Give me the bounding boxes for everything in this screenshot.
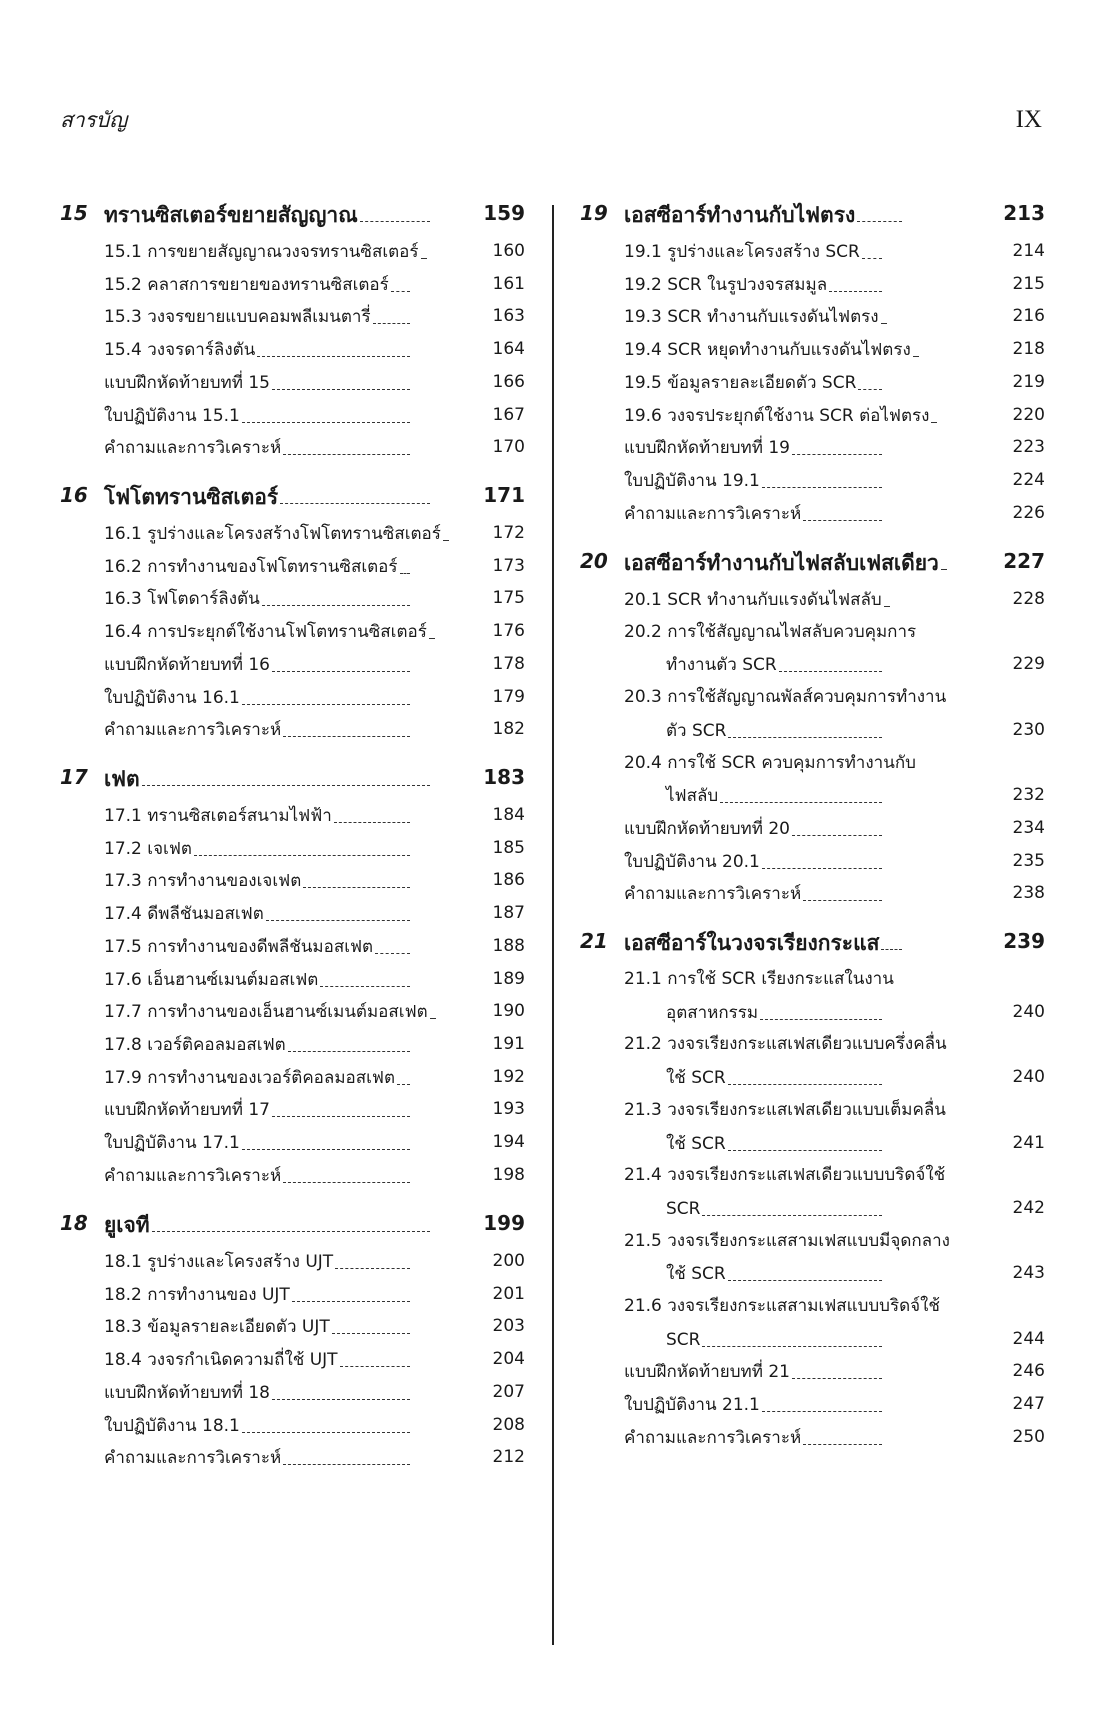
toc-entry-row <box>580 1388 1045 1418</box>
toc-entry-row <box>60 268 525 298</box>
dot-leader <box>292 1301 410 1302</box>
dot-leader <box>857 221 902 222</box>
toc-entry-row <box>60 1310 525 1340</box>
toc-chapter-row <box>60 480 525 510</box>
toc-entry-row <box>60 431 525 461</box>
dot-leader <box>257 356 410 357</box>
dot-leader <box>283 1464 410 1465</box>
toc-entry-row <box>60 713 525 743</box>
toc-entry-title: 20.1 SCR ทำงานกับแรงดันไฟสลับ <box>624 590 882 610</box>
toc-entry-title: 17.4 ดีพลีชันมอสเฟต <box>104 904 264 925</box>
dot-leader <box>792 1378 882 1379</box>
dot-leader <box>941 569 947 570</box>
toc-entry-title: คำถามและการวิเคราะห์ <box>104 1448 282 1469</box>
chapter-number: 16 <box>60 483 88 507</box>
toc-entry-title: 19.2 SCR ในรูปวงจรสมมูล <box>624 274 828 295</box>
chapter-page-number: 199 <box>483 1211 525 1235</box>
toc-entry-page-number: 212 <box>492 1447 525 1468</box>
toc-entry-title: แบบฝึกหัดท้ายบทที่ 19 <box>624 438 790 459</box>
toc-entry-title: 15.4 วงจรดาร์ลิงตัน <box>104 340 256 361</box>
toc-entry-row <box>580 648 1045 678</box>
column-divider <box>552 205 554 1645</box>
toc-entry-row <box>580 497 1045 527</box>
toc-entry-title: ใบปฏิบัติงาน 21.1 <box>624 1395 760 1416</box>
toc-entry-row <box>60 300 525 330</box>
dot-leader <box>194 855 410 856</box>
toc-entry-page-number: 186 <box>492 870 525 891</box>
dot-leader <box>829 291 882 292</box>
toc-entry-page-number: 175 <box>492 588 525 609</box>
toc-entry-page-number: 240 <box>1012 1001 1045 1022</box>
toc-entry-title: ใบปฏิบัติงาน 20.1 <box>624 851 760 872</box>
toc-entry-row <box>60 1409 525 1439</box>
toc-entry-title: อุตสาหกรรม <box>666 1002 759 1023</box>
dot-leader <box>779 671 882 672</box>
toc-entry-row <box>580 464 1045 494</box>
toc-entry-title: ใช้ SCR <box>666 1133 726 1154</box>
toc-entry-row <box>580 1421 1045 1451</box>
dot-leader <box>272 671 410 672</box>
dot-leader <box>152 1231 430 1232</box>
toc-entry-page-number: 246 <box>1012 1361 1045 1382</box>
toc-entry-row <box>60 995 525 1025</box>
toc-chapter-row <box>60 1208 525 1238</box>
toc-entry-page-number: 219 <box>1012 371 1045 392</box>
toc-entry-page-number: 218 <box>1012 339 1045 360</box>
dot-leader <box>728 737 882 738</box>
dot-leader <box>360 221 430 222</box>
toc-entry-title: 18.2 การทำงานของ UJT <box>104 1284 290 1305</box>
chapter-page-number: 239 <box>1003 929 1045 953</box>
chapter-page-number: 159 <box>483 201 525 225</box>
toc-entry-row <box>60 1061 525 1091</box>
toc-entry-page-number: 166 <box>492 371 525 392</box>
dot-leader <box>913 356 919 357</box>
dot-leader <box>340 1366 410 1367</box>
toc-entry-page-number: 176 <box>492 621 525 642</box>
toc-entry-row <box>580 366 1045 396</box>
toc-entry-page-number: 164 <box>492 339 525 360</box>
toc-entry-title: 16.4 การประยุกต์ใช้งานโฟโตทรานซิสเตอร์ <box>104 622 427 643</box>
toc-entry-title: 16.2 การทำงานของโฟโตทรานซิสเตอร์ <box>104 556 398 577</box>
dot-leader <box>283 736 410 737</box>
toc-entry-title: 17.9 การทำงานของเวอร์ติคอลมอสเฟต <box>104 1067 395 1088</box>
toc-entry-title: ใบปฏิบัติงาน 17.1 <box>104 1133 240 1153</box>
toc-chapter-row <box>580 546 1045 576</box>
toc-entry-row <box>60 799 525 829</box>
toc-entry-title: 17.3 การทำงานของเจเฟต <box>104 871 302 892</box>
toc-entry-page-number: 173 <box>492 555 525 576</box>
dot-leader <box>397 1084 410 1085</box>
toc-entry-page-number: 167 <box>492 404 525 425</box>
toc-entry-row <box>60 1278 525 1308</box>
page-number-roman: IX <box>1015 106 1042 133</box>
toc-entry-page-number: 242 <box>1012 1197 1045 1218</box>
toc-entry-title: คำถามและการวิเคราะห์ <box>624 503 802 524</box>
toc-entry-row <box>60 582 525 612</box>
dot-leader <box>272 1116 410 1117</box>
toc-entry-page-number: 201 <box>492 1283 525 1304</box>
toc-entry-page-number: 194 <box>492 1132 525 1152</box>
toc-entry-row <box>60 963 525 993</box>
toc-entry-title: แบบฝึกหัดท้ายบทที่ 20 <box>624 818 790 839</box>
toc-entry-row <box>60 1245 525 1275</box>
chapter-page-number: 227 <box>1003 549 1045 573</box>
dot-leader <box>881 949 902 950</box>
chapter-page-number: 183 <box>483 765 525 789</box>
toc-entry-line: 20.3 การใช้สัญญาณพัลส์ควบคุมการทำงาน <box>624 687 947 708</box>
toc-entry-page-number: 207 <box>492 1381 525 1402</box>
toc-entry-row <box>580 399 1045 429</box>
dot-leader <box>303 887 410 888</box>
toc-entry-title: 19.6 วงจรประยุกต์ใช้งาน SCR ต่อไฟตรง <box>624 405 930 426</box>
toc-entry-title: ใบปฏิบัติงาน 15.1 <box>104 405 240 426</box>
toc-entry-row <box>60 1028 525 1058</box>
toc-entry-page-number: 189 <box>492 968 525 989</box>
toc-entry-page-number: 184 <box>492 805 525 825</box>
chapter-number: 20 <box>580 549 608 573</box>
dot-leader <box>421 258 427 259</box>
chapter-title: เอสซีอาร์ทำงานกับไฟสลับเฟสเดียว <box>624 551 939 575</box>
toc-chapter-row <box>60 198 525 228</box>
toc-entry-title: คำถามและการวิเคราะห์ <box>624 1427 802 1448</box>
toc-entry-page-number: 191 <box>492 1033 525 1054</box>
toc-entry-title: ตัว SCR <box>666 720 727 741</box>
toc-entry-line: 20.4 การใช้ SCR ควบคุมการทำงานกับ <box>624 752 916 773</box>
toc-entry-page-number: 247 <box>1012 1394 1045 1415</box>
dot-leader <box>803 1444 882 1445</box>
toc-entry-page-number: 232 <box>1012 785 1045 806</box>
toc-entry-row <box>60 550 525 580</box>
chapter-number: 19 <box>580 201 608 225</box>
toc-entry-title: ใบปฏิบัติงาน 18.1 <box>104 1415 240 1436</box>
dot-leader <box>884 606 890 607</box>
toc-entry-title: แบบฝึกหัดท้ายบทที่ 18 <box>104 1382 270 1403</box>
toc-entry-title: คำถามและการวิเคราะห์ <box>624 884 802 905</box>
dot-leader <box>288 1051 410 1052</box>
toc-entry-row <box>60 1093 525 1123</box>
toc-entry-line: 21.3 วงจรเรียงกระแสเฟสเดียวแบบเต็มคลื่น <box>624 1099 946 1120</box>
toc-entry-row <box>580 845 1045 875</box>
toc-entry-row <box>580 877 1045 907</box>
toc-entry-page-number: 179 <box>492 686 525 707</box>
toc-entry-page-number: 170 <box>492 437 525 458</box>
chapter-number: 18 <box>60 1211 88 1235</box>
toc-entry-page-number: 208 <box>492 1414 525 1435</box>
toc-entry-page-number: 250 <box>1012 1426 1045 1447</box>
dot-leader <box>881 323 887 324</box>
dot-leader <box>332 1333 410 1334</box>
toc-entry-page-number: 220 <box>1012 404 1045 425</box>
toc-entry-page-number: 214 <box>1012 241 1045 261</box>
toc-entry-title: ใช้ SCR <box>666 1264 726 1285</box>
toc-entry-row <box>580 583 1045 613</box>
dot-leader <box>792 454 882 455</box>
toc-entry-page-number: 193 <box>492 1099 525 1120</box>
chapter-title: เอสซีอาร์ในวงจรเรียงกระแส <box>624 931 880 955</box>
toc-entry-page-number: 230 <box>1012 719 1045 740</box>
toc-entry-page-number: 172 <box>492 523 525 543</box>
dot-leader <box>283 454 410 455</box>
toc-entry-row <box>60 864 525 894</box>
toc-entry-row <box>580 1257 1045 1287</box>
toc-entry-row <box>580 812 1045 842</box>
toc-entry-row <box>580 333 1045 363</box>
dot-leader <box>762 1411 882 1412</box>
toc-entry-row <box>60 517 525 547</box>
dot-leader <box>760 1019 882 1020</box>
toc-entry-title: 18.4 วงจรกำเนิดความถี่ใช้ UJT <box>104 1350 338 1371</box>
toc-entry-row <box>580 714 1045 744</box>
toc-entry-title: 18.3 ข้อมูลรายละเอียดตัว UJT <box>104 1317 330 1338</box>
toc-entry-line: 21.4 วงจรเรียงกระแสเฟสเดียวแบบบริดจ์ใช้ <box>624 1165 946 1186</box>
toc-entry-title: แบบฝึกหัดท้ายบทที่ 16 <box>104 654 270 675</box>
toc-entry-title: 19.1 รูปร่างและโครงสร้าง SCR <box>624 242 860 262</box>
toc-entry-title: 16.3 โฟโตดาร์ลิงตัน <box>104 589 260 610</box>
chapter-number: 15 <box>60 201 88 225</box>
toc-entry-page-number: 223 <box>1012 437 1045 458</box>
toc-entry-row <box>580 779 1045 809</box>
toc-entry-title: 19.4 SCR หยุดทำงานกับแรงดันไฟตรง <box>624 340 911 361</box>
toc-entry-page-number: 198 <box>492 1164 525 1185</box>
toc-entry-page-number: 204 <box>492 1349 525 1370</box>
toc-entry-row <box>580 268 1045 298</box>
dot-leader <box>429 638 435 639</box>
dot-leader <box>242 1432 410 1433</box>
toc-entry-page-number: 235 <box>1012 850 1045 871</box>
toc-entry-title: 17.5 การทำงานของดีพลีชันมอสเฟต <box>104 936 374 957</box>
toc-entry-page-number: 190 <box>492 1001 525 1022</box>
dot-leader <box>762 868 882 869</box>
toc-entry-title: ใบปฏิบัติงาน 19.1 <box>624 470 760 491</box>
dot-leader <box>334 822 410 823</box>
toc-entry-page-number: 187 <box>492 903 525 924</box>
dot-leader <box>391 291 410 292</box>
toc-entry-title: แบบฝึกหัดท้ายบทที่ 17 <box>104 1100 270 1121</box>
toc-entry-page-number: 215 <box>1012 273 1045 294</box>
dot-leader <box>400 573 410 574</box>
toc-entry-row <box>60 681 525 711</box>
toc-entry-title: 17.7 การทำงานของเอ็นฮานซ์เมนต์มอสเฟต <box>104 1002 428 1023</box>
toc-entry-line: 21.2 วงจรเรียงกระแสเฟสเดียวแบบครึ่งคลื่น <box>624 1034 947 1055</box>
toc-entry-line: 21.6 วงจรเรียงกระแสสามเฟสแบบบริดจ์ใช้ <box>624 1296 940 1316</box>
dot-leader <box>266 920 410 921</box>
chapter-title: ยูเจที <box>104 1213 150 1237</box>
toc-entry-page-number: 241 <box>1012 1132 1045 1153</box>
toc-entry-row <box>580 1355 1045 1385</box>
toc-entry-title: 17.6 เอ็นฮานซ์เมนต์มอสเฟต <box>104 969 319 990</box>
dot-leader <box>280 503 430 504</box>
dot-leader <box>242 704 410 705</box>
chapter-number: 21 <box>580 929 608 953</box>
dot-leader <box>803 900 882 901</box>
toc-entry-line: 21.5 วงจรเรียงกระแสสามเฟสแบบมีจุดกลาง <box>624 1230 950 1251</box>
chapter-title: ทรานซิสเตอร์ขยายสัญญาณ <box>104 203 358 227</box>
toc-entry-title: คำถามและการวิเคราะห์ <box>104 720 282 741</box>
toc-entry-row <box>60 930 525 960</box>
toc-entry-row <box>60 1126 525 1156</box>
toc-entry-line: 21.1 การใช้ SCR เรียงกระแสในงาน <box>624 969 894 989</box>
dot-leader <box>762 487 882 488</box>
toc-entry-page-number: 243 <box>1012 1263 1045 1284</box>
toc-entry-page-number: 185 <box>492 837 525 858</box>
toc-entry-row <box>60 1343 525 1373</box>
dot-leader <box>320 986 410 987</box>
toc-entry-line: 20.2 การใช้สัญญาณไฟสลับควบคุมการ <box>624 621 917 642</box>
toc-entry-title: 15.3 วงจรขยายแบบคอมพลีเมนตารี่ <box>104 307 371 328</box>
toc-entry-row <box>580 1192 1045 1222</box>
toc-entry-page-number: 234 <box>1012 817 1045 838</box>
toc-entry-row <box>60 1159 525 1189</box>
dot-leader <box>862 258 882 259</box>
dot-leader <box>375 953 410 954</box>
toc-entry-row <box>60 897 525 927</box>
toc-entry-page-number: 188 <box>492 935 525 956</box>
dot-leader <box>702 1215 882 1216</box>
chapter-title: เอสซีอาร์ทำงานกับไฟตรง <box>624 203 856 227</box>
toc-entry-page-number: 216 <box>1012 306 1045 327</box>
toc-entry-page-number: 244 <box>1012 1328 1045 1349</box>
toc-entry-page-number: 182 <box>492 719 525 740</box>
toc-entry-title: ทำงานตัว SCR <box>666 655 777 676</box>
toc-entry-row <box>580 300 1045 330</box>
dot-leader <box>142 785 430 786</box>
toc-entry-row <box>580 1127 1045 1157</box>
toc-entry-row <box>60 399 525 429</box>
chapter-page-number: 171 <box>483 483 525 507</box>
chapter-title: เฟต <box>104 767 140 791</box>
toc-entry-title: 17.1 ทรานซิสเตอร์สนามไฟฟ้า <box>104 806 332 826</box>
dot-leader <box>702 1346 882 1347</box>
dot-leader <box>931 422 937 423</box>
toc-entry-page-number: 238 <box>1012 883 1045 904</box>
toc-entry-row <box>580 235 1045 265</box>
toc-entry-title: ใบปฏิบัติงาน 16.1 <box>104 687 240 708</box>
toc-entry-title: SCR <box>666 1198 701 1219</box>
toc-entry-title: คำถามและการวิเคราะห์ <box>104 438 282 459</box>
toc-entry-title: 17.2 เจเฟต <box>104 838 192 859</box>
dot-leader <box>792 835 882 836</box>
toc-entry-title: ไฟสลับ <box>666 786 719 807</box>
dot-leader <box>720 802 882 803</box>
toc-entry-page-number: 229 <box>1012 654 1045 675</box>
toc-entry-title: 19.3 SCR ทำงานกับแรงดันไฟตรง <box>624 307 879 328</box>
dot-leader <box>858 389 882 390</box>
toc-entry-title: แบบฝึกหัดท้ายบทที่ 21 <box>624 1362 790 1383</box>
dot-leader <box>443 540 449 541</box>
toc-chapter-row <box>580 926 1045 956</box>
toc-entry-row <box>580 1061 1045 1091</box>
toc-entry-row <box>60 366 525 396</box>
dot-leader <box>242 422 410 423</box>
dot-leader <box>803 520 882 521</box>
chapter-number: 17 <box>60 765 88 789</box>
toc-entry-row <box>60 1441 525 1471</box>
toc-entry-title: 19.5 ข้อมูลรายละเอียดตัว SCR <box>624 372 857 393</box>
toc-entry-page-number: 163 <box>492 306 525 327</box>
toc-entry-page-number: 200 <box>492 1251 525 1271</box>
toc-entry-title: SCR <box>666 1329 701 1350</box>
toc-entry-row <box>60 1376 525 1406</box>
toc-chapter-row <box>580 198 1045 228</box>
toc-entry-page-number: 178 <box>492 653 525 674</box>
toc-entry-title: 18.1 รูปร่างและโครงสร้าง UJT <box>104 1252 334 1272</box>
dot-leader <box>728 1280 882 1281</box>
toc-entry-row <box>60 832 525 862</box>
toc-entry-title: คำถามและการวิเคราะห์ <box>104 1165 282 1186</box>
dot-leader <box>335 1268 410 1269</box>
toc-entry-page-number: 240 <box>1012 1067 1045 1088</box>
chapter-page-number: 213 <box>1003 201 1045 225</box>
dot-leader <box>430 1018 436 1019</box>
toc-entry-page-number: 228 <box>1012 589 1045 609</box>
toc-entry-row <box>580 1323 1045 1353</box>
toc-entry-title: 17.8 เวอร์ติคอลมอสเฟต <box>104 1034 286 1055</box>
chapter-title: โฟโตทรานซิสเตอร์ <box>104 485 279 509</box>
dot-leader <box>262 605 410 606</box>
dot-leader <box>242 1149 410 1150</box>
toc-entry-row <box>580 431 1045 461</box>
toc-entry-title: 15.2 คลาสการขยายของทรานซิสเตอร์ <box>104 274 389 295</box>
toc-entry-row <box>60 615 525 645</box>
running-header-title: สารบัญ <box>60 108 128 132</box>
toc-entry-page-number: 192 <box>492 1066 525 1087</box>
toc-entry-row <box>60 333 525 363</box>
toc-entry-row <box>60 235 525 265</box>
dot-leader <box>728 1150 882 1151</box>
toc-entry-page-number: 203 <box>492 1316 525 1337</box>
dot-leader <box>283 1182 410 1183</box>
toc-entry-page-number: 160 <box>492 241 525 261</box>
toc-entry-row <box>580 996 1045 1026</box>
dot-leader <box>272 1399 410 1400</box>
toc-entry-page-number: 161 <box>492 273 525 294</box>
toc-entry-row <box>60 648 525 678</box>
toc-entry-title: 16.1 รูปร่างและโครงสร้างโฟโตทรานซิสเตอร์ <box>104 524 441 544</box>
toc-chapter-row <box>60 762 525 792</box>
toc-entry-title: แบบฝึกหัดท้ายบทที่ 15 <box>104 372 270 393</box>
dot-leader <box>728 1084 882 1085</box>
toc-entry-title: 15.1 การขยายสัญญาณวงจรทรานซิสเตอร์ <box>104 242 419 262</box>
dot-leader <box>373 323 410 324</box>
toc-entry-title: ใช้ SCR <box>666 1068 726 1089</box>
dot-leader <box>272 389 410 390</box>
toc-entry-page-number: 224 <box>1012 469 1045 490</box>
toc-entry-page-number: 226 <box>1012 502 1045 523</box>
